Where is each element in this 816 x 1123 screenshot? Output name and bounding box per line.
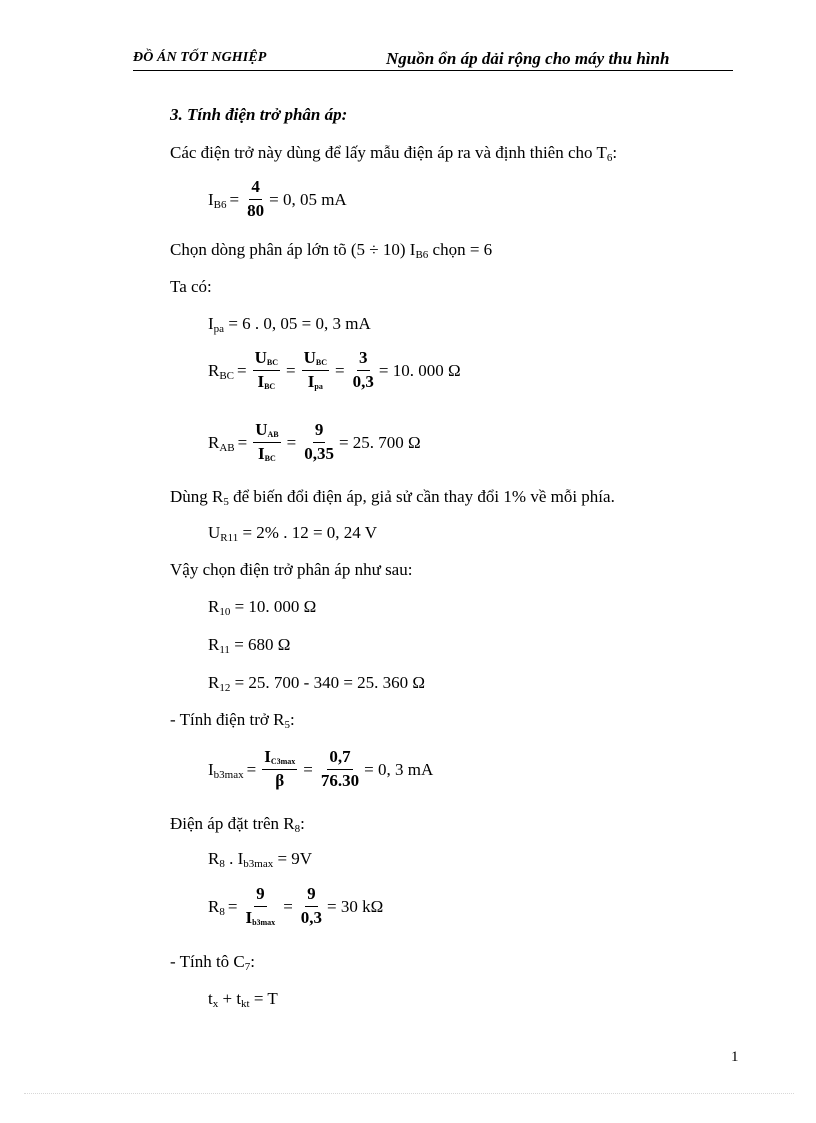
rbc-rhs: = 10. 000 Ω (378, 360, 461, 380)
tinh-r5-line: - Tính điện trở $R_5$: (170, 710, 295, 731)
ib6-lhs: $I_{B6}$ (208, 189, 227, 211)
ta-co-line: Ta có: (170, 277, 212, 296)
rbc-fraction-1: $\frac{\text{UBC}}{\text{IBC}}$ (254, 348, 279, 391)
page-number: 1 (731, 1049, 739, 1065)
rab-lhs: $R_{AB}$ (208, 432, 235, 454)
equation-ib6 (208, 178, 347, 220)
equation-rbc (208, 349, 461, 392)
equation-ur11: $U_{R11} = 2\%$ . 12 = 0, 24 V (208, 523, 378, 544)
r8-equals-1: = (227, 896, 238, 916)
ib6-rhs: = 0, 05 mA (269, 189, 347, 209)
ib3-fraction-2: $\frac{0,7}{76.30}$ (320, 747, 360, 790)
ib3-equals-1: = (246, 759, 257, 779)
intro-text: Các điện trở này dùng để lấy mẫu điện áp ra và định thiên cho T (170, 143, 607, 162)
running-header-left: ĐỒ ÁN TỐT NGHIỆP (133, 50, 267, 65)
intro-tail: : (612, 143, 618, 162)
vay-chon-line: Vậy chọn điện trở phân áp như sau: (170, 560, 413, 579)
rab-equals-2: = (286, 432, 297, 452)
intro-line (170, 143, 618, 164)
rab-rhs: = 25. 700 Ω (338, 432, 421, 452)
equation-tx: $t_x + t_{kt} = T$ (208, 989, 278, 1010)
equation-r10: $R_{10} = 10$. 000 Ω (208, 597, 317, 618)
rbc-fraction-2: $\frac{\text{UBC}}{\text{Ipa}}$ (303, 348, 328, 391)
header-rule (133, 70, 733, 71)
rab-fraction-2: $\frac{9}{0,35}$ (304, 420, 334, 463)
equation-r12: $R_{12} = 25$. 700 - 340 = 25. 360 Ω (208, 673, 426, 694)
equation-rab (208, 421, 421, 464)
section-title: 3. Tính điện trở phân áp: (170, 105, 348, 124)
intro-sub: 6 (606, 152, 613, 164)
rab-fraction-1: $\frac{\text{UAB}}{\text{IBC}}$ (255, 420, 279, 463)
footer-rule (24, 1093, 794, 1094)
ib6-numerator: 4 (249, 178, 262, 200)
r8-fraction-1: $\frac{9}{Ib3\max}$ (245, 884, 276, 927)
rbc-lhs: $R_{BC}$ (208, 360, 235, 382)
r8-lhs: $R_8$ (208, 896, 225, 918)
equation-r11: $R_{11} = 680$ Ω (208, 635, 291, 656)
tinh-c7-line: - Tính tô $C_7$: (170, 952, 256, 973)
rbc-equals-2: = (286, 360, 296, 380)
equation-r8-product: $R_8$ . $I_{b3max} = 9V$ (208, 849, 313, 870)
ib3-equals-2: = (303, 759, 313, 779)
ib3-lhs: $I_{b3max}$ (208, 759, 244, 781)
ib6-denominator: 80 (247, 200, 265, 220)
dien-ap-r8-line: Điện áp đặt trên $R_8$: (170, 814, 305, 835)
choose-current-line: Chọn dòng phân áp lớn tõ (5 ÷ 10) $I_{B6}$ chọn = 6 (170, 240, 493, 261)
dung-r5-line: Dùng $R_5$ để biến đổi điện áp, giả sử cần thay đổi 1% về mỗi phía. (170, 487, 615, 508)
rab-equals-1: = (237, 432, 248, 452)
ib6-equals: = (229, 189, 240, 209)
equation-r8-fraction (208, 885, 383, 927)
ib3-fraction-1: $\frac{IC3\max}{\beta}$ (264, 747, 296, 790)
equation-ib3 (208, 748, 433, 790)
r8-fraction-2: $\frac{9}{0,3}$ (300, 884, 323, 927)
rbc-equals-3: = (335, 360, 345, 380)
ib6-fraction (245, 178, 266, 220)
rbc-equals-1: = (237, 360, 247, 380)
rbc-fraction-3: $\frac{3}{0,3}$ (352, 348, 374, 391)
running-header-right: Nguồn ổn áp dải rộng cho máy thu hình (386, 49, 670, 68)
r8-rhs: = 30 kΩ (327, 896, 384, 916)
r8-equals-2: = (283, 896, 293, 916)
equation-ipa: $I_{pa} = 6$ . 0, 05 = 0, 3 mA (208, 314, 371, 335)
ib3-rhs: = 0, 3 mA (364, 759, 434, 779)
